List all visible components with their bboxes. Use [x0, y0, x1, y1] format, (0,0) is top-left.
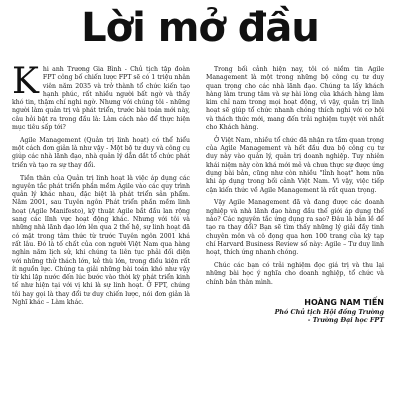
- left-column: [12, 61, 190, 312]
- right-column: [206, 66, 384, 325]
- paragraph-text: hi anh Trương Gia Bình - Chủ tịch tập đoàn FPT công bố chiến lược FPT sẽ có 1 triệu nhân viên năm 2035 và trở thành tổ chức kiến tạo hạnh phúc, rất nhiều người bất ngờ và thấy khó tin, thậm chí nghi ngờ. Nhưng với chúng tôi - những người làm quản trị và phát triển, trước bài toán mới này, câu hỏi bật ra trong đầu là: Làm cách nào để thực hiện mục tiêu sấp tới?: [12, 66, 190, 132]
- signature-block: [206, 297, 384, 325]
- page-title: Lời mở đầu: [81, 5, 319, 51]
- paragraph: Tiền thân của Quản trị linh hoạt là việc áp dụng các nguyên tắc phát triển phần mềm Agile vào các quy trình quản lý khác nhau, đặc biệt là phát triển sản phẩm. Năm 2001, sau Tuyên ngôn Phát triển phần mềm linh hoạt (Agile Manifesto), kỹ thuật Agile bắt đầu lan rộng sang các lĩnh vực hoạt động khác. Nhưng với tôi và những nhà lãnh đạo lớn lên qua 2 thế hệ, sự linh hoạt đã có mặt trong tâm thức từ trước Tuyên ngôn 2001 khá rất lâu. Đó là tố chất của con người Việt Nam qua hàng nghìn năm lịch sử, khi chúng ta liên tục phải đối diện với những thử thách lớn, kẻ thù lớn, trong điều kiện rất ít nguồn lực. Chúng ta giải những bài toán khó như vậy từ khi lập nước đến lúc bước vào thời kỳ phát triển kinh tế như hiện tại với vị khi là sự linh hoạt. Ở FPT, chúng tôi hay gọi là thay đổi tư duy chiến lược, nói đơn giản là Nghĩ khác – Làm khác.: [12, 174, 190, 307]
- paragraph: Trong bối cảnh hiện nay, tôi có niềm tin Agile Management là một trong những bộ công cụ tư duy quan trọng cho các nhà lãnh đạo. Chúng ta lấy khách hàng làm trung tâm và sự hài lòng của khách hàng làm kim chỉ nam trong mọi hoạt động, vì vậy, quản trị linh hoạt sẽ giúp tổ chức nhanh chóng thích nghi với cơ hội và thách thức mới, mang đến trải nghiệm tuyệt vời nhất cho Khách hàng.: [206, 66, 384, 132]
- paragraph: Ở Việt Nam, nhiều tổ chức đã nhận ra tầm quan trọng của Agile Management và hết đầu đưa bộ công cụ tư duy này vào quản lý, quản trị doanh nghiệp. Tuy nhiên khái niệm này còn khá mới mẻ và chưa thực sự được ứng dụng bài bản, cũng như còn nhiều "lỉnh hoạt" hơm nữa khi áp dụng trong bối cảnh Việt Nam. Vì vậy, việc tiếp cận kiến thức về Agile Management là rất quan trọng.: [206, 136, 384, 194]
- author-affiliation: - Trường Đại học FPT: [307, 316, 384, 325]
- author-name: HOÀNG NAM TIẾN: [304, 297, 384, 307]
- paragraph: Agile Management (Quản trị linh hoạt) có thể hiểu một cách đơn giản là như vậy - Một bộ tư duy và công cụ giúp các nhà lãnh đạo, nhà quản lý dẫn dắt tổ chức phát triển và tạo ra sự thay đổi.: [12, 136, 190, 169]
- paragraph: Vậy Agile Management đã và đang được các doanh nghiệp và nhà lãnh đạo hàng đầu thế giới áp dụng thế nào? Các nguyên tắc ứng dụng ra sao? Đâu là bản lề để tạo ra thay đổi? Bạn sẽ tìm thấy những lý giải đầy tinh chuyên môn và cô đọng qua hơn 100 trang của kỳ tạp chí Harvard Business Review số này: Agile – Tư duy linh hoạt, thích ứng nhanh chóng.: [206, 199, 384, 257]
- paragraph: Chúc các bạn có trải nghiệm đọc giá trị và thu lại những bài học ý nghĩa cho doanh nghiệp, tổ chức và chính bản thân mình.: [206, 262, 384, 286]
- drop-cap: K: [12, 61, 39, 102]
- paragraph: [12, 61, 190, 132]
- author-title: Phó Chủ tịch Hội đồng Trường: [274, 307, 384, 316]
